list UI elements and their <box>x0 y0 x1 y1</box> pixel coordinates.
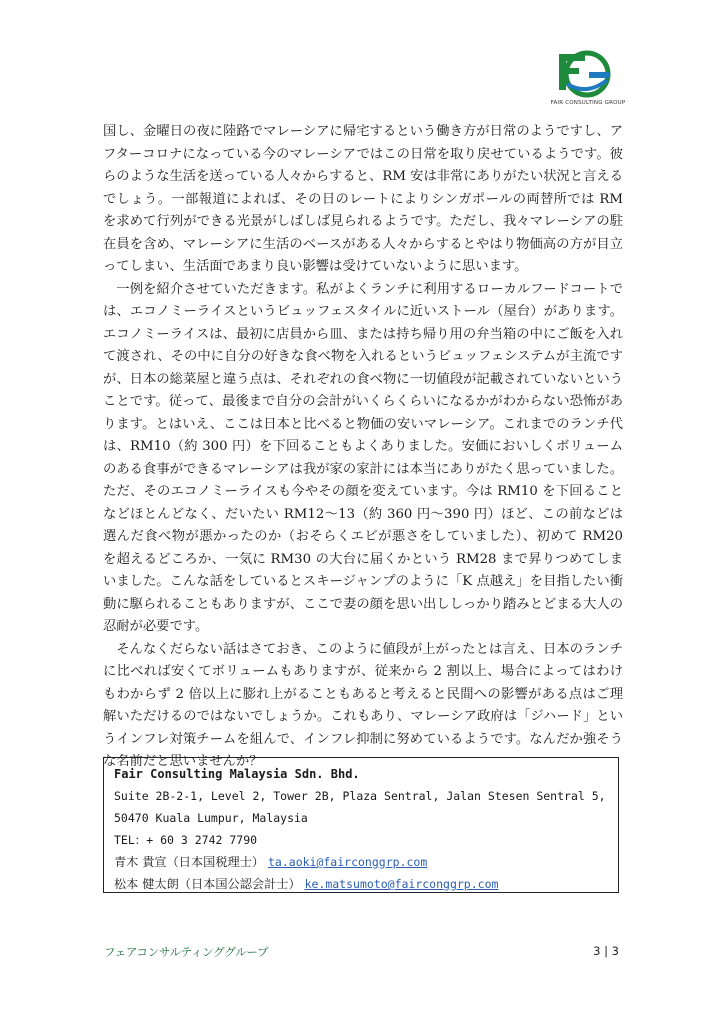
contact-box <box>103 757 619 893</box>
contact-person-1 <box>114 851 608 873</box>
company-name: Fair Consulting Malaysia Sdn. Bhd. <box>114 767 360 781</box>
fg-logo-icon <box>553 50 619 100</box>
person-1-name: 青木 貴宣（日本国税理士） <box>114 855 265 869</box>
person-2-name: 松本 健太朗（日本国公認会計士） <box>114 877 301 891</box>
address-line-2: 50470 Kuala Lumpur, Malaysia <box>114 811 308 825</box>
telephone: TEL：+ 60 3 2742 7790 <box>114 833 258 847</box>
paragraph-2: 一例を紹介させていただきます。私がよくランチに利用するローカルフードコートでは、エコノミーライスというビュッフェスタイルに近いストール（屋台）があります。エコノミーライスは、最初に店員から皿、または持ち帰り用の弁当箱の中にご飯を入れて渡され、その中に自分の好きな食べ物を入れるというビュッフェシステムが主流ですが、日本の総菜屋と違う点は、それぞれの食べ物に一切値段が記載されていないということです。従って、最後まで自分の会計がいくらくらいになるかがわからない恐怖があります。とはいえ、ここは日本と比べると物価の安いマレーシア。これまでのランチ代は、RM10（約 300 円）を下回ることもよくありました。安価においしくボリュームのある食事ができるマレーシアは我が家の家計には本当にありがたく思っていました。ただ、そのエコノミーライスも今やその顔を変えています。今は RM10 を下回ることなどほとんどなく、だいたい RM12～13（約 360 円～390 円）ほど、この前などは選んだ食べ物が悪かったのか（おそらくエビが悪さをしていました）、初めて RM20 を超えるどころか、一気に RM30 の大台に届くかという RM28 まで昇りつめてしまいました。こんな話をしているとスキージャンプのように「K 点越え」を目指したい衝動に駆られることもありますが、ここで妻の顔を思い出ししっかり踏みとどまる大人の忍耐が必要です。 <box>103 281 623 634</box>
fair-consulting-logo <box>553 50 619 116</box>
page-number: 3 | 3 <box>593 944 619 958</box>
logo-caption: FAIR CONSULTING GROUP <box>550 100 626 106</box>
contact-person-2 <box>114 873 608 895</box>
article-body <box>103 121 623 774</box>
person-1-email-link[interactable]: ta.aoki@fairconggrp.com <box>268 855 428 869</box>
footer-company-name: フェアコンサルティンググループ <box>104 945 269 959</box>
paragraph-3: そんなくだらない話はさておき、このように値段が上がったとは言え、日本のランチに比べれば安くてボリュームもありますが、従来から 2 割以上、場合によってはわけもわからず 2 倍以上に膨れ上がることもあると考えると民間への影響がある点はご理解いただけるのではないでしょうか。これもあり、マレーシア政府は「ジハード」というインフレ対策チームを組んで、インフレ抑制に努めているようです。なんだか強そうな名前だと思いませんか？ <box>103 641 623 769</box>
address-line-1: Suite 2B-2-1, Level 2, Tower 2B, Plaza Sentral, Jalan Stesen Sentral 5, <box>114 789 606 803</box>
person-2-email-link[interactable]: ke.matsumoto@fairconggrp.com <box>304 877 499 891</box>
paragraph-1: 国し、金曜日の夜に陸路でマレーシアに帰宅するという働き方が日常のようですし、アフターコロナになっている今のマレーシアではこの日常を取り戻せているようです。彼らのような生活を送っている人々からすると、RM 安は非常にありがたい状況と言えるでしょう。一部報道によれば、その日のレートによりシンガポールの両替所では RM を求めて行列ができる光景がしばしば見られるようです。ただし、我々マレーシアの駐在員を含め、マレーシアに生活のベースがある人々からするとやはり物価高の方が目立ってしまい、生活面であまり良い影響は受けていないように思います。 <box>103 124 623 274</box>
